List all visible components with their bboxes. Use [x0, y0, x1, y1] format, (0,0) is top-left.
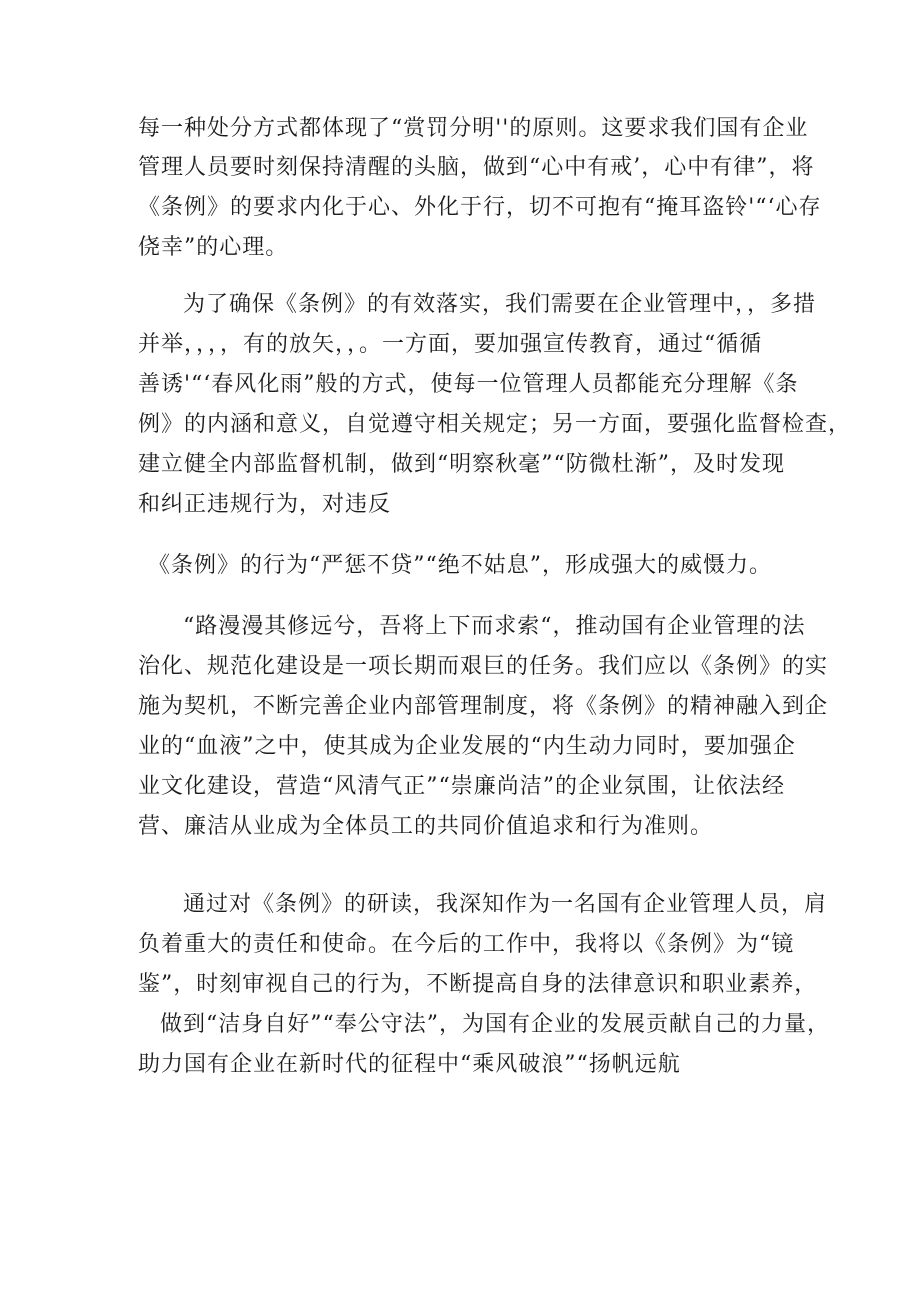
paragraph-3-line-4: 业的“血液”之中，使其成为企业发展的“内生动力同时，要加强企: [138, 734, 796, 759]
paragraph-2-line-5: 建立健全内部监督机制，做到“明察秋毫”“防微杜渐”，及时发现: [138, 452, 785, 477]
paragraph-4-line-1: 通过对《条例》的研读，我深知作为一名国有企业管理人员，肩: [183, 892, 828, 917]
paragraph-2-line-4: 例》的内涵和意义，自觉遵守相关规定；另一方面，要强化监督检查，: [138, 412, 852, 437]
paragraph-1-line-1: 每一种处分方式都体现了“赏罚分明''的原则。这要求我们国有企业: [138, 116, 809, 141]
paragraph-3-line-3: 施为契机，不断完善企业内部管理制度，将《条例》的精神融入到企: [138, 694, 829, 719]
paragraph-3-line-1: “路漫漫其修远兮，吾将上下而求索“，推动国有企业管理的法: [183, 614, 806, 639]
paragraph-1-line-4: 侥幸”的心理。: [138, 235, 289, 260]
paragraph-2-line-3: 善诱'“‘春风化雨”般的方式，使每一位管理人员都能充分理解《条: [138, 372, 799, 397]
paragraph-3-line-2: 治化、规范化建设是一项长期而艰巨的任务。我们应以《条例》的实: [138, 654, 829, 679]
paragraph-4-line-3: 鉴”，时刻审视自己的行为，不断提高自身的法律意识和职业素养，: [138, 972, 818, 997]
paragraph-4-line-4: 做到“洁身自好”“奉公守法”，为国有企业的发展贡献自己的力量，: [160, 1012, 830, 1037]
paragraph-3-line-5: 业文化建设，营造“风清气正”“崇廉尚洁”的企业氛围，让依法经: [138, 774, 785, 799]
paragraph-4-line-5: 助力国有企业在新时代的征程中“乘风破浪”“扬帆远航: [138, 1052, 681, 1077]
paragraph-1-line-3: 《条例》的要求内化于心、外化于行，切不可抱有“掩耳盗铃'“‘心存: [138, 195, 822, 220]
paragraph-1-line-2: 管理人员要时刻保持清醒的头脑，做到“心中有戒’，心中有律”，将: [138, 155, 815, 180]
paragraph-4-line-2: 负着重大的责任和使命。在今后的工作中，我将以《条例》为“镜: [138, 932, 795, 957]
paragraph-2-line-6: 和纠正违规行为，对违反: [138, 492, 392, 517]
paragraph-3-line-6: 营、廉洁从业成为全体员工的共同价值追求和行为准则。: [138, 814, 714, 839]
paragraph-2-line-2: 并举，，，，有的放矢，，。一方面，要加强宣传教育，通过“循循: [138, 332, 763, 357]
paragraph-2-line-7: 《条例》的行为“严惩不贷”“绝不姑息”，形成强大的威慑力。: [148, 553, 772, 578]
paragraph-2-line-1: 为了确保《条例》的有效落实，我们需要在企业管理中，，多措: [183, 292, 817, 317]
